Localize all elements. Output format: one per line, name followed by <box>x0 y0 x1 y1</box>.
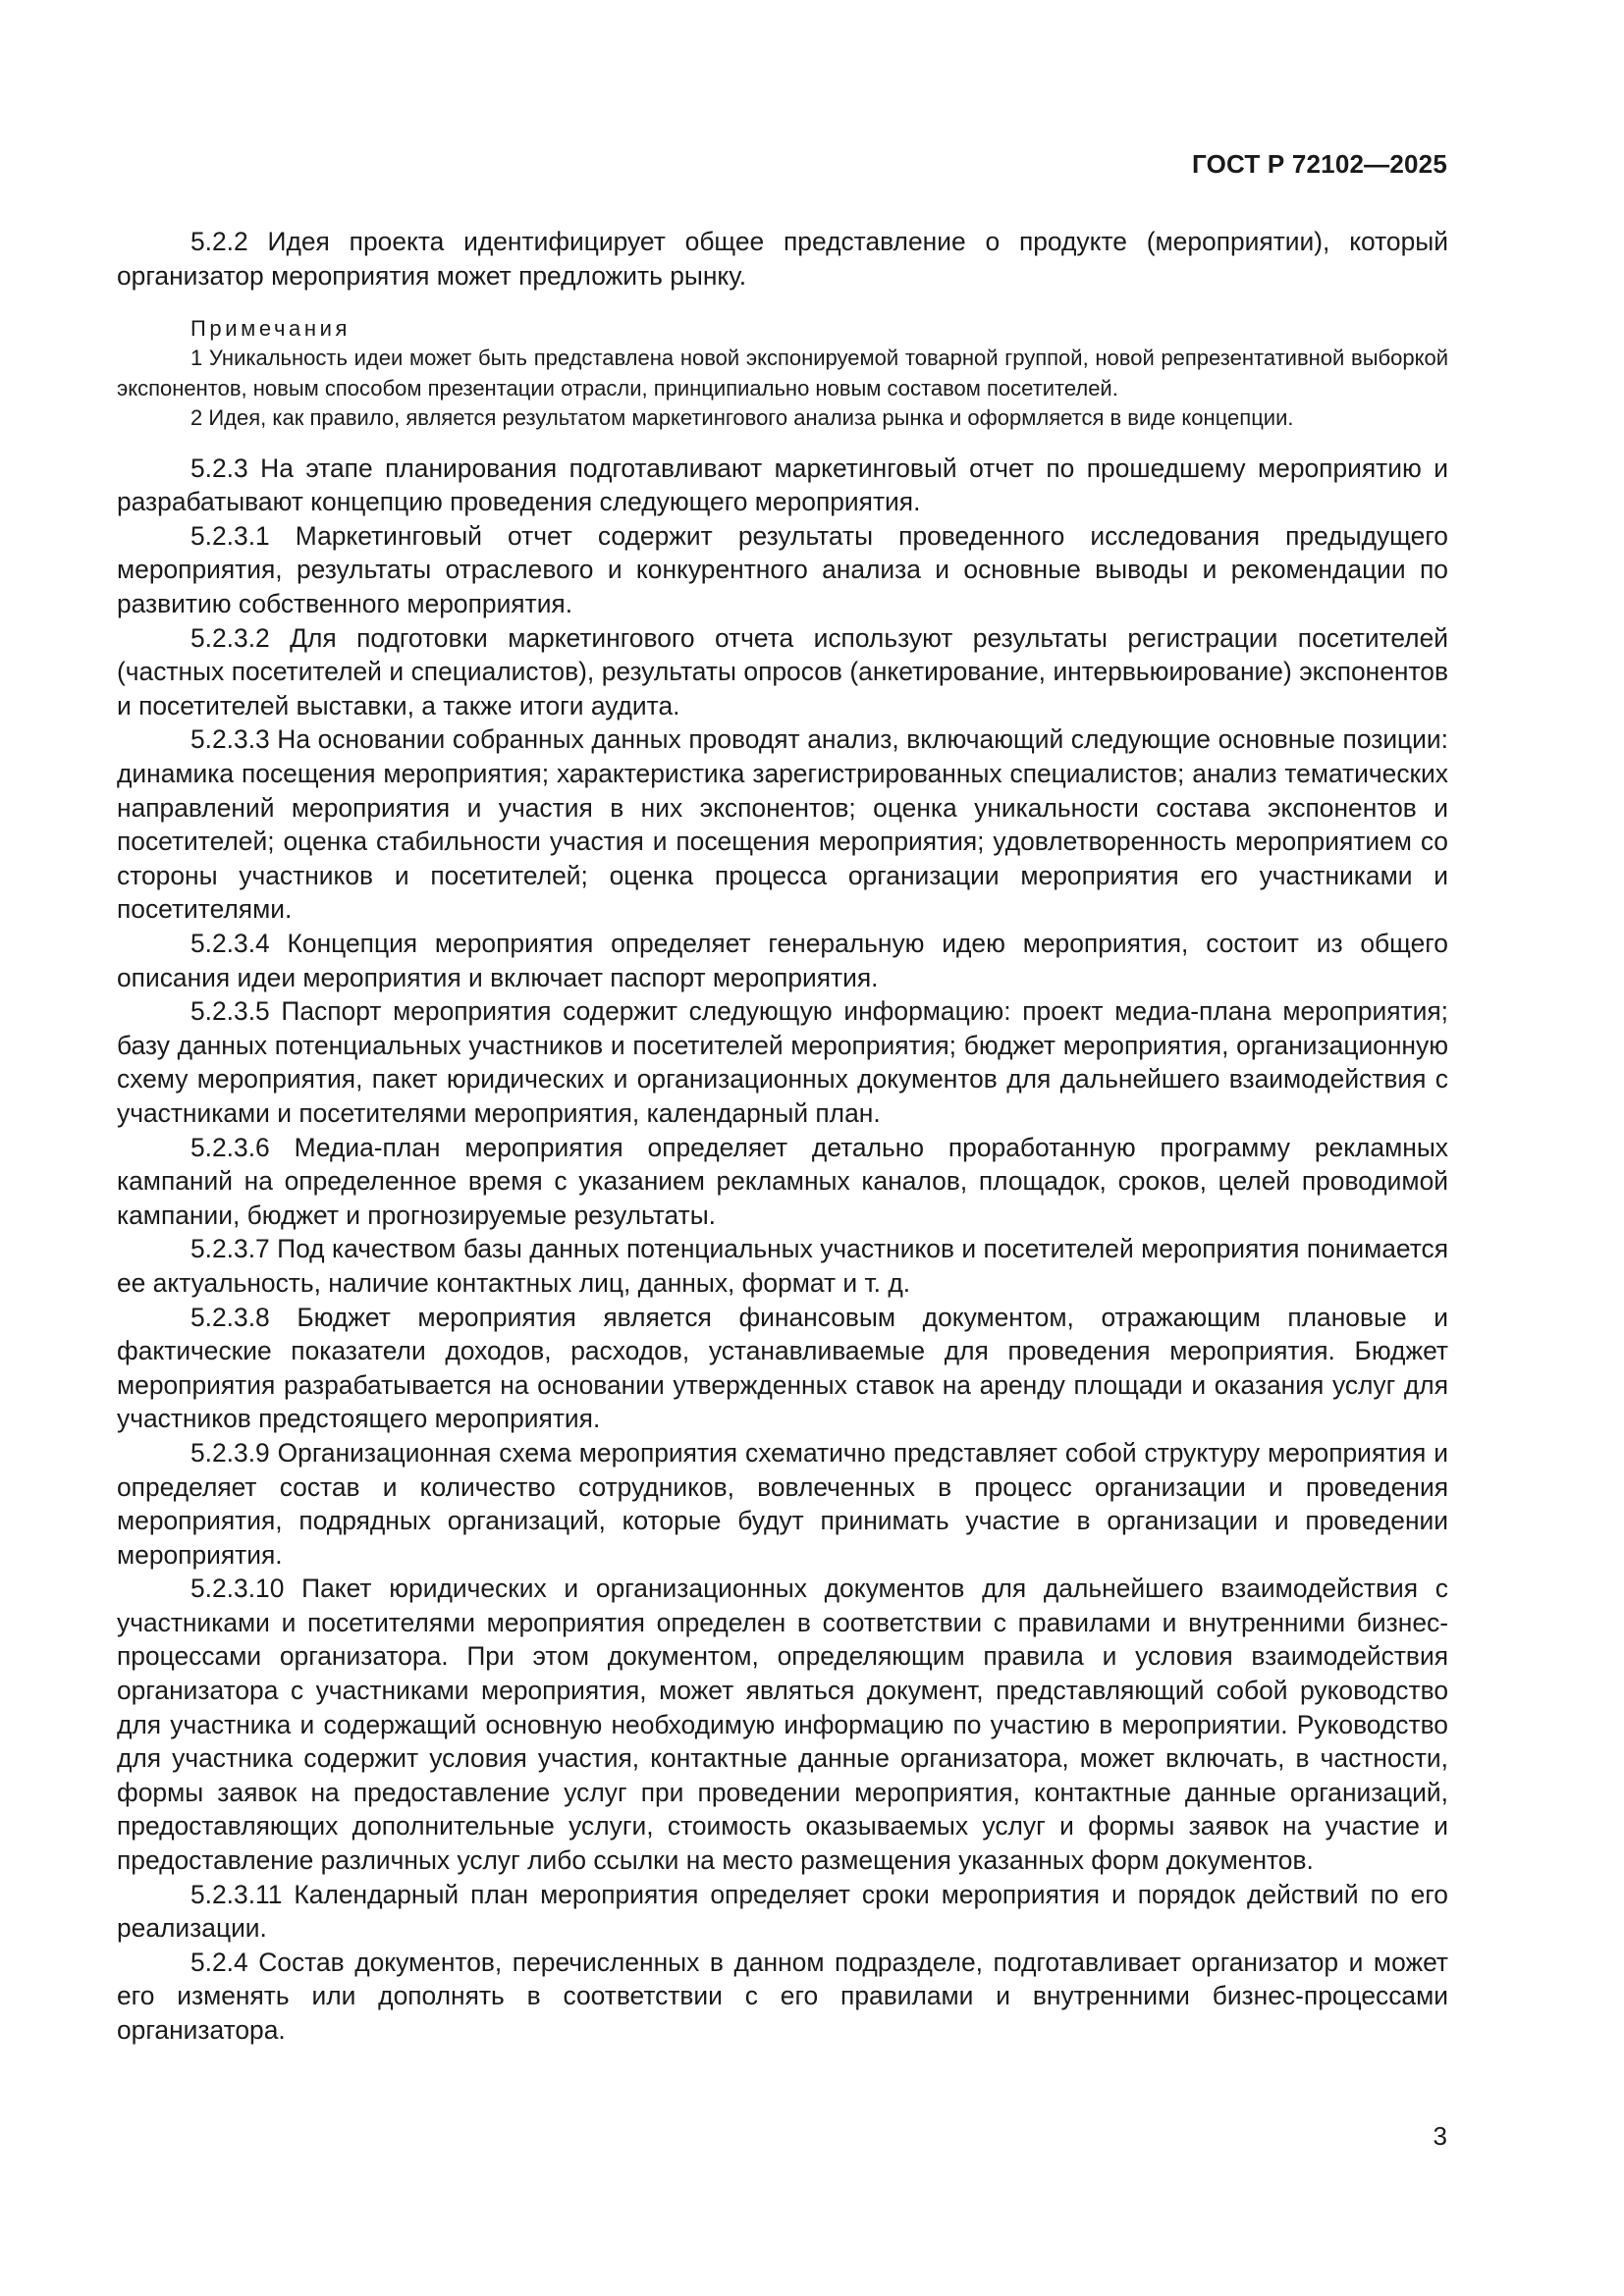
paragraph-5-2-3-2: 5.2.3.2 Для подготовки маркетингового отчета используют результаты регистрации посетителей (частных посетителей и специалистов), результаты опросов (анкетирование, интервьюирование) экспонентов и посетителей выставки, а также итоги аудита. <box>117 622 1448 721</box>
paragraph-5-2-3: 5.2.3 На этапе планирования подготавливают маркетинговый отчет по прошедшему мероприятию и разрабатывают концепцию проведения следующего мероприятия. <box>117 453 1448 517</box>
paragraph-5-2-3-6: 5.2.3.6 Медиа-план мероприятия определяет детально проработанную программу рекламных кампаний на определенное время с указанием рекламных каналов, площадок, сроков, целей проводимой кампании, бюджет и прогнозируемые результаты. <box>117 1132 1448 1230</box>
paragraph-5-2-3-9: 5.2.3.9 Организационная схема мероприятия схематично представляет собой структуру мероприятия и определяет состав и количество сотрудников, вовлеченных в процесс организации и проведения мероприятия, подрядных организаций, которые будут принимать участие в организации и проведении мероприятия. <box>117 1437 1448 1570</box>
paragraph-5-2-3-5: 5.2.3.5 Паспорт мероприятия содержит следующую информацию: проект медиа-плана мероприятия; базу данных потенциальных участников и посетителей мероприятия; бюджет мероприятия, организационную схему мероприятия, пакет юридических и организационных документов для дальнейшего взаимодействия с участниками и посетителями мероприятия, календарный план. <box>117 996 1448 1128</box>
paragraph-5-2-3-4: 5.2.3.4 Концепция мероприятия определяет генеральную идею мероприятия, состоит из общего описания идеи мероприятия и включает паспорт мероприятия. <box>117 929 1448 992</box>
paragraph-5-2-3-1: 5.2.3.1 Маркетинговый отчет содержит результаты проведенного исследования предыдущего мероприятия, результаты отраслевого и конкурентного анализа и основные выводы и рекомендации по развитию собственного мероприятия. <box>117 520 1448 619</box>
document-body <box>117 225 1448 2048</box>
note-item: 2 Идея, как правило, является результатом маркетингового анализа рынка и оформляется в виде концепции. <box>190 405 1294 431</box>
paragraph-5-2-3-7: 5.2.3.7 Под качеством базы данных потенциальных участников и посетителей мероприятия понимается ее актуальность, наличие контактных лиц, данных, формат и т. д. <box>117 1234 1448 1298</box>
notes-title: Примечания <box>190 316 352 342</box>
paragraph-5-2-3-3: 5.2.3.3 На основании собранных данных проводят анализ, включающий следующие основные позиции: динамика посещения мероприятия; характеристика зарегистрированных специалистов; анализ тематических направлений мероприятия и участия в них экспонентов; оценка уникальности состава экспонентов и посетителей; оценка стабильности участия и посещения мероприятия; удовлетворенность мероприятием со стороны участников и посетителей; оценка процесса организации мероприятия его участниками и посетителями. <box>117 724 1448 925</box>
paragraph-5-2-4: 5.2.4 Состав документов, перечисленных в данном подразделе, подготавливает организатор и может его изменять или дополнять в соответствии с его правилами и внутренними бизнес-процессами организатора. <box>117 1947 1448 2045</box>
note-item: 1 Уникальность идеи может быть представлена новой экспонируемой товарной группой, новой репрезентативной выборкой экспонентов, новым способом презентации отрасли, принципиально новым составом посетителей. <box>117 346 1448 400</box>
notes-block <box>117 314 1448 434</box>
paragraph-5-2-3-10: 5.2.3.10 Пакет юридических и организационных документов для дальнейшего взаимодействия с участниками и посетителями мероприятия определен в соответствии с правилами и внутренними бизнес-процессами организатора. При этом документом, определяющим правила и условия взаимодействия организатора с участниками мероприятия, может являться документ, представляющий собой руководство для участника и содержащий основную необходимую информацию по участию в мероприятии. Руководство для участника содержит условия участия, контактные данные организатора, может включать, в частности, формы заявок на предоставление услуг при проведении мероприятия, контактные данные организаций, предоставляющих дополнительные услуги, стоимость оказываемых услуг и формы заявок на участие и предоставление различных услуг либо ссылки на место размещения указанных форм документов. <box>117 1574 1448 1876</box>
page-number: 3 <box>1433 2121 1447 2151</box>
standard-code-header: ГОСТ Р 72102—2025 <box>1192 149 1447 179</box>
paragraph-5-2-2: 5.2.2 Идея проекта идентифицирует общее представление о продукте (мероприятии), который организатор мероприятия может предложить рынку. <box>117 227 1448 291</box>
paragraph-5-2-3-8: 5.2.3.8 Бюджет мероприятия является финансовым документом, отражающим плановые и фактические показатели доходов, расходов, устанавливаемые для проведения мероприятия. Бюджет мероприятия разрабатывается на основании утвержденных ставок на аренду площади и оказания услуг для участников предстоящего мероприятия. <box>117 1302 1448 1434</box>
paragraph-5-2-3-11: 5.2.3.11 Календарный план мероприятия определяет сроки мероприятия и порядок действий по его реализации. <box>117 1879 1448 1944</box>
